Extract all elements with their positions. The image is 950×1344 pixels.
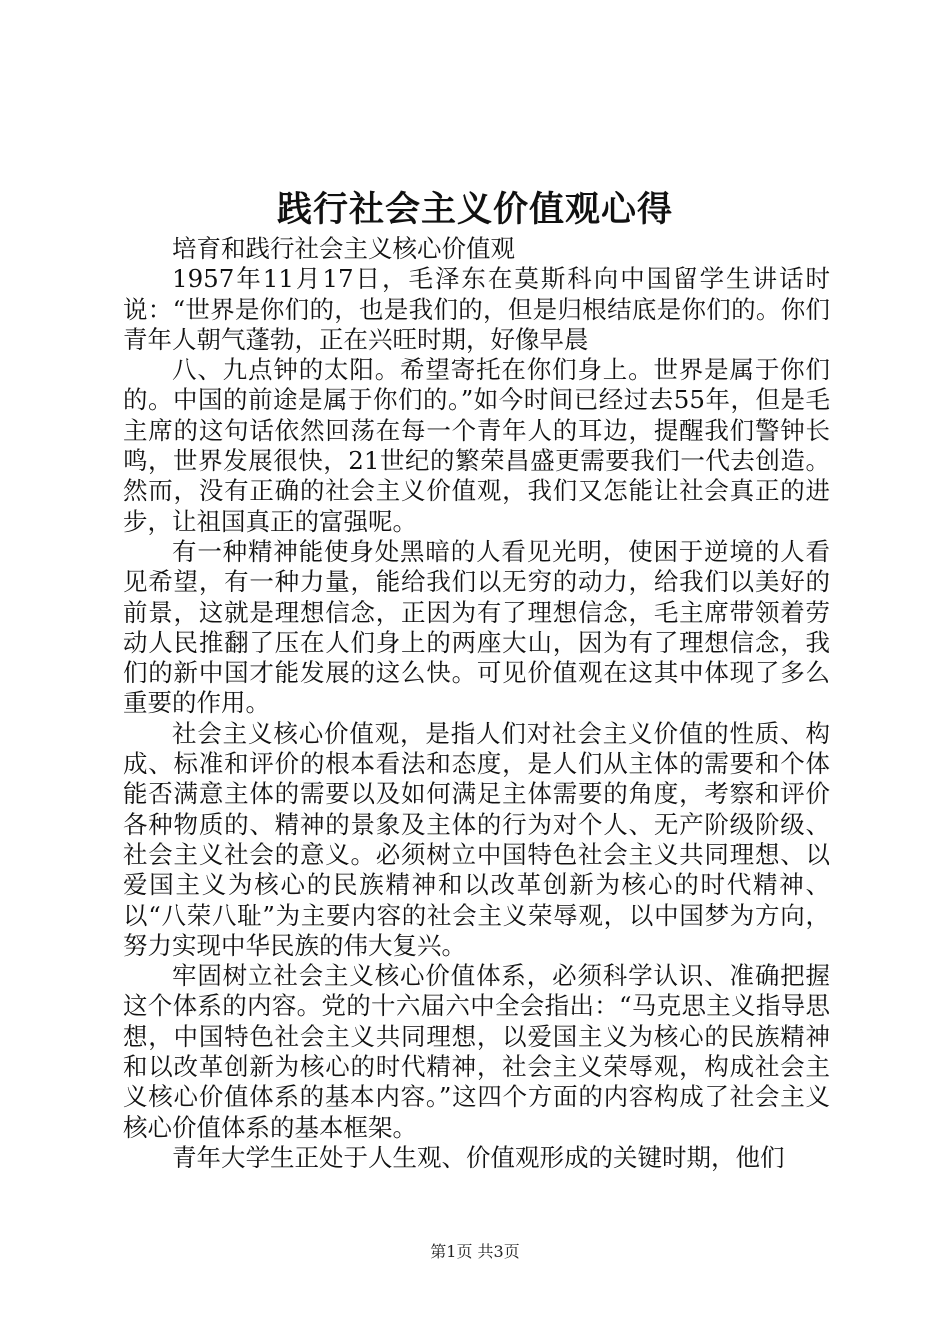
- paragraph: 青年大学生正处于人生观、价值观形成的关键时期，他们: [172, 1142, 785, 1172]
- page-number-footer: 第1页 共3页: [430, 1242, 520, 1261]
- paragraph: 有一种精神能使身处黑暗的人看见光明，使困于逆境的人看见希望，有一种力量，能给我们以无穷的动力，给我们以美好的前景，这就是理想信念，正因为有了理想信念，毛主席带领着劳动人民推翻了压在人们身上的两座大山，因为有了理想信念，我们的新中国才能发展的这么快。可见价值观在这其中体现了多么重要的作用。: [123, 536, 830, 718]
- paragraph: 八、九点钟的太阳。希望寄托在你们身上。世界是属于你们的。中国的前途是属于你们的。”如今时间已经过去55年，但是毛主席的这句话依然回荡在每一个青年人的耳边，提醒我们警钟长鸣，世界发展很快，21世纪的繁荣昌盛更需要我们一代去创造。然而，没有正确的社会主义价值观，我们又怎能让社会真正的进步，让祖国真正的富强呢。: [123, 355, 830, 536]
- document-body: [123, 234, 830, 1173]
- document-title: 践行社会主义价值观心得: [276, 189, 673, 230]
- paragraph: 社会主义核心价值观，是指人们对社会主义价值的性质、构成、标准和评价的根本看法和态度，是人们从主体的需要和个体能否满意主体的需要以及如何满足主体需要的角度，考察和评价各种物质的、精神的景象及主体的行为对个人、无产阶级阶级、社会主义社会的意义。必须树立中国特色社会主义共同理想、以爱国主义为核心的民族精神和以改革创新为核心的时代精神、以“八荣八耻”为主要内容的社会主义荣辱观，以中国梦为方向，努力实现中华民族的伟大复兴。: [123, 718, 830, 960]
- paragraph: 1957年11月17日，毛泽东在莫斯科向中国留学生讲话时说：“世界是你们的，也是我们的，但是归根结底是你们的。你们青年人朝气蓬勃，正在兴旺时期，好像早晨: [123, 264, 830, 354]
- paragraph: 牢固树立社会主义核心价值体系，必须科学认识、准确把握这个体系的内容。党的十六届六中全会指出：“马克思主义指导思想，中国特色社会主义共同理想，以爱国主义为核心的民族精神和以改革创新为核心的时代精神，社会主义荣辱观，构成社会主义核心价值体系的基本内容。”这四个方面的内容构成了社会主义核心价值体系的基本框架。: [123, 961, 830, 1142]
- paragraph: 培育和践行社会主义核心价值观: [172, 234, 515, 263]
